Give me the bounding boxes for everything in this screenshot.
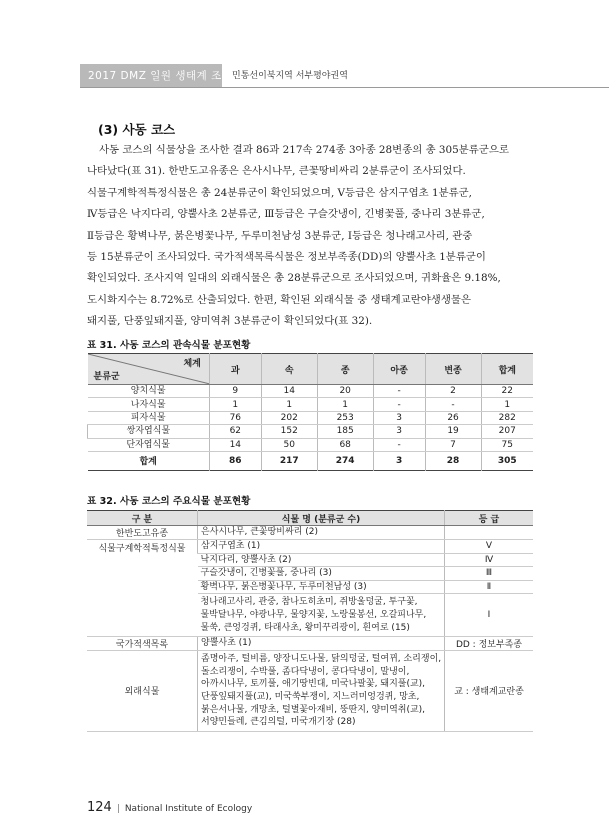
grade-cell: Ⅳ [445, 553, 534, 567]
table32-col-header: 등 급 [445, 511, 534, 526]
cell: 20 [317, 385, 373, 398]
category-cell: 한반도고유종 [87, 526, 198, 540]
cell: 1 [261, 398, 317, 411]
plants-line: 단풍잎돼지풀(교), 미국쑥부쟁이, 지느러미엉겅퀴, 망초, [201, 691, 420, 702]
paragraph-line: Ⅱ등급은 황벽나무, 붉은병꽃나무, 두루미천남성 3분류군, Ⅰ등급은 청나래고사리, 관중 [87, 229, 473, 242]
plants-line: 청나래고사리, 관중, 참나도히초미, 쥐방울덩굴, 투구꽃, [200, 597, 418, 608]
corner-top-label: 체계 [183, 359, 201, 369]
cell: - [373, 398, 425, 411]
plants-line: 서양민들레, 큰김의털, 미국개기장 (28) [201, 717, 356, 728]
grade-cell: Ⅱ [445, 580, 534, 594]
table31-header-row [88, 354, 534, 385]
row-label: 피자식물 [88, 411, 210, 424]
cell: 2 [425, 385, 481, 398]
cell: 9 [209, 385, 261, 398]
running-header [80, 64, 609, 106]
plants-cell [198, 594, 445, 637]
cell: - [373, 385, 425, 398]
grade-cell [445, 526, 534, 540]
table-row [88, 398, 534, 411]
row-label: 단자엽식물 [88, 438, 210, 451]
table32-caption: 표 32. 사동 코스의 주요식물 분포현황 [87, 496, 251, 507]
plants-cell: 구슬갓냉이, 긴병꽃풀, 중나리 (3) [198, 567, 445, 581]
corner-bottom-label: 분류군 [93, 372, 120, 382]
cell: 1 [481, 398, 533, 411]
plants-line: 붉은서나물, 개망초, 털별꽃아재비, 뚱딴지, 양미역취(교), [201, 704, 426, 715]
table31-col-header: 속 [261, 354, 317, 385]
paragraph-line: Ⅳ등급은 낙지다리, 양뿔사초 2분류군, Ⅲ등급은 구슬갓냉이, 긴병꽃풀, 중나리 3분류군, [87, 208, 485, 221]
table-row [87, 637, 533, 651]
cell: 62 [209, 425, 261, 438]
cell: - [425, 398, 481, 411]
cell: 3 [373, 425, 425, 438]
table32-header-row [87, 511, 533, 526]
plants-line: 돌소리쟁이, 수박풀, 좀다닥냉이, 콩다닥냉이, 말냉이, [201, 666, 410, 677]
cell: 3 [373, 451, 425, 470]
paragraph-line: 등 15분류군이 조사되었다. 국가적색목록식물은 정보부족종(DD)의 양뿔사초 1분류군이 [87, 250, 486, 263]
paragraph-line: 나타났다(표 31). 한반도고유종은 은사시나무, 큰꽃땅비싸리 2분류군이 조사되었다. [87, 165, 466, 178]
plants-cell: 낙지다리, 양뿔사초 (2) [198, 553, 445, 567]
paragraph-line: 도시화지수는 8.72%로 산출되었다. 한편, 확인된 외래식물 중 생태계교란야생생물은 [87, 293, 471, 306]
plants-line: 물박달나무, 야광나무, 물양지꽃, 노랑물봉선, 오갈피나무, [200, 609, 427, 620]
table31-total-row [88, 451, 534, 470]
table-row [88, 411, 534, 424]
total-label: 합계 [88, 451, 210, 470]
plants-cell: 은사시나무, 큰꽃땅비싸리 (2) [198, 526, 445, 540]
cell: 274 [317, 451, 373, 470]
cell: 75 [481, 438, 533, 451]
row-label: 쌍자엽식물 [88, 425, 210, 438]
cell: 14 [261, 385, 317, 398]
header-rule [80, 87, 609, 88]
table-row [88, 438, 534, 451]
cell: 305 [481, 451, 533, 470]
cell: 253 [317, 411, 373, 424]
cell: 185 [317, 425, 373, 438]
table31-col-header: 과 [209, 354, 261, 385]
footer-divider [118, 804, 119, 813]
category-cell: 식물구계학적특정식물 [87, 540, 198, 637]
paragraph-line: 사동 코스의 식물상을 조사한 결과 86과 217속 274종 3아종 28변종의 총 305분류군으로 [99, 144, 509, 156]
cell: 14 [209, 438, 261, 451]
plants-line: 물쑥, 큰엉겅퀴, 타래사초, 왕미꾸리광이, 흰여로 (15) [200, 622, 410, 633]
paragraph-line: 확인되었다. 조사지역 일대의 외래식물은 총 28분류군으로 조사되었으며, 귀화율은 9.18%, [87, 272, 501, 285]
table31-col-header: 변종 [425, 354, 481, 385]
cell: 22 [481, 385, 533, 398]
row-label: 나자식물 [88, 398, 210, 411]
plants-cell: 황벽나무, 붉은병꽃나무, 두루미천남성 (3) [198, 580, 445, 594]
cell: 3 [373, 411, 425, 424]
row-label: 양치식물 [88, 385, 210, 398]
table32-col-header: 구 분 [87, 511, 198, 526]
table-row [88, 385, 534, 398]
cell: 86 [209, 451, 261, 470]
table31-col-header: 종 [317, 354, 373, 385]
cell: 217 [261, 451, 317, 470]
table-row [88, 425, 534, 438]
plants-cell: 양뿔사초 (1) [198, 637, 445, 651]
table31-caption: 표 31. 사동 코스의 관속식물 분포현황 [87, 340, 251, 351]
cell: 282 [481, 411, 533, 424]
category-cell: 국가적색목록 [87, 637, 198, 651]
grade-cell: 교 : 생태계교란종 [445, 651, 534, 732]
cell: 76 [209, 411, 261, 424]
cell: 26 [425, 411, 481, 424]
cell: 7 [425, 438, 481, 451]
cell: 19 [425, 425, 481, 438]
table-row [87, 540, 533, 554]
category-cell: 외래식물 [87, 651, 198, 732]
cell: 28 [425, 451, 481, 470]
cell: 68 [317, 438, 373, 451]
cell: 50 [261, 438, 317, 451]
cell: 152 [261, 425, 317, 438]
cell: 1 [209, 398, 261, 411]
table-row [87, 526, 533, 540]
page-footer [87, 800, 252, 815]
body-paragraph [87, 140, 533, 333]
table31 [87, 353, 533, 471]
table31-col-header: 합계 [481, 354, 533, 385]
cell: - [373, 438, 425, 451]
table31-col-header: 아종 [373, 354, 425, 385]
paragraph-line: 돼지풀, 단풍잎돼지풀, 양미역취 3분류군이 확인되었다(표 32). [87, 315, 373, 328]
plants-line: 아까시나무, 토끼풀, 애기땅빈대, 미국나팔꽃, 돼지풀(교), [201, 679, 426, 690]
paragraph-line: 식물구계학적특정식물은 총 24분류군이 확인되었으며, V등급은 삼지구엽초 1분류군, [87, 186, 472, 199]
table32-col-header: 식물 명 (분류군 수) [198, 511, 445, 526]
footer-org: National Institute of Ecology [124, 804, 253, 814]
grade-cell: DD : 정보부족종 [445, 637, 534, 651]
page-number: 124 [87, 800, 112, 815]
table31-corner [88, 354, 210, 385]
cell: 1 [317, 398, 373, 411]
header-title: 2017 DMZ 일원 생태계 조사 [80, 64, 222, 88]
grade-cell: Ⅲ [445, 567, 534, 581]
table32 [87, 510, 533, 732]
header-subtitle: 민통선이북지역 서부평야권역 [232, 71, 348, 81]
table-row [87, 651, 533, 732]
plants-line: 좀명아주, 털비름, 양장니도나물, 닭의덩굴, 털여뀌, 소리쟁이, [201, 654, 442, 665]
cell: 202 [261, 411, 317, 424]
section-title: (3) 사동 코스 [98, 122, 176, 137]
grade-cell: Ⅴ [445, 540, 534, 554]
grade-cell: Ⅰ [445, 594, 534, 637]
plants-cell [198, 651, 445, 732]
plants-cell: 삼지구엽초 (1) [198, 540, 445, 554]
cell: 207 [481, 425, 533, 438]
